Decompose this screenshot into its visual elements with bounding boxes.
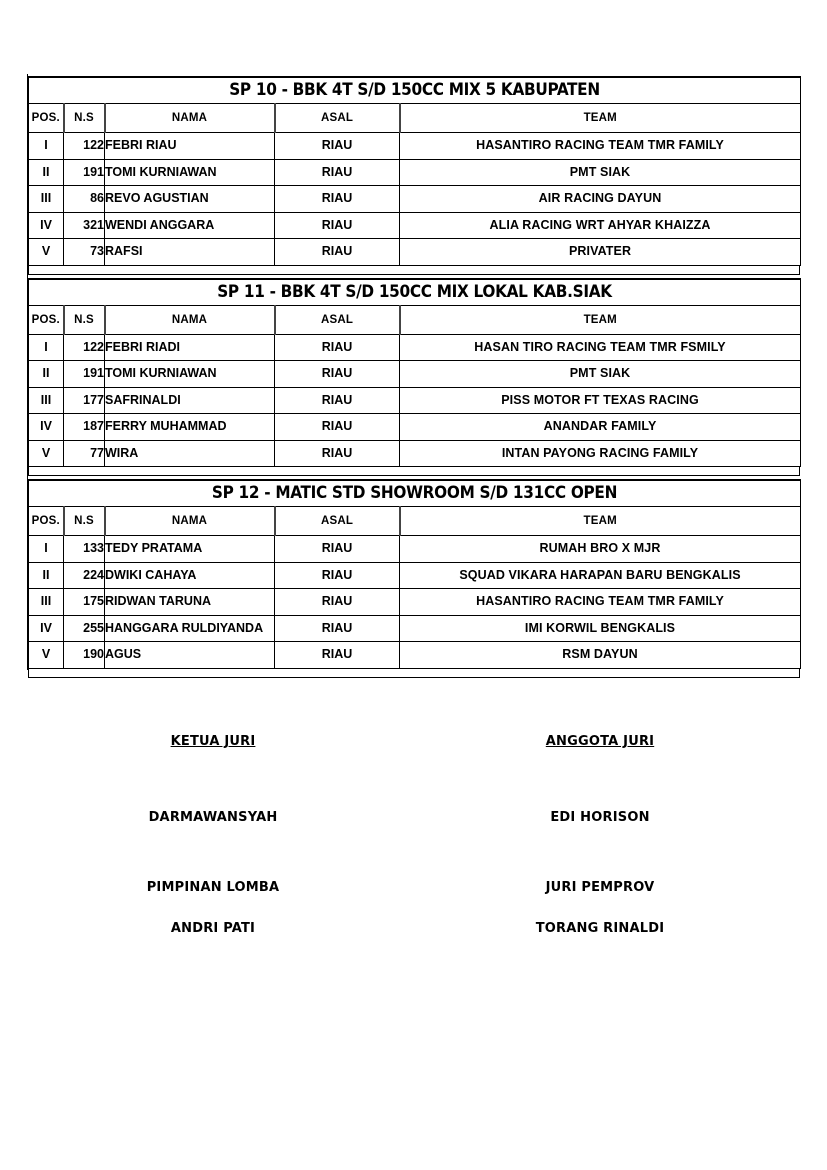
cell-pos: I — [29, 334, 64, 361]
cell-nama: TOMI KURNIAWAN — [105, 361, 275, 388]
cell-ns: 122 — [64, 133, 105, 160]
results-table — [28, 479, 801, 669]
cell-asal: RIAU — [275, 186, 400, 213]
column-header-team: TEAM — [400, 507, 801, 536]
column-header-ns: N.S — [64, 104, 105, 133]
cell-nama: DWIKI CAHAYA — [105, 562, 275, 589]
cell-pos: IV — [29, 615, 64, 642]
column-header-ns: N.S — [64, 507, 105, 536]
column-header-team: TEAM — [400, 104, 801, 133]
table-row — [29, 186, 801, 213]
table-row — [29, 387, 801, 414]
cell-team: HASAN TIRO RACING TEAM TMR FSMILY — [400, 334, 801, 361]
cell-nama: HANGGARA RULDIYANDA — [105, 615, 275, 642]
signature-name-anggota-juri: EDI HORISON — [550, 810, 650, 825]
cell-ns: 177 — [64, 387, 105, 414]
results-table — [28, 278, 801, 468]
cell-team: IMI KORWIL BENGKALIS — [400, 615, 801, 642]
cell-nama: AGUS — [105, 642, 275, 669]
cell-asal: RIAU — [275, 536, 400, 563]
results-tables-container — [28, 76, 800, 678]
table-row — [29, 414, 801, 441]
cell-pos: II — [29, 159, 64, 186]
cell-pos: V — [29, 642, 64, 669]
cell-nama: SAFRINALDI — [105, 387, 275, 414]
results-table — [28, 76, 801, 266]
column-header-pos: POS. — [29, 305, 64, 334]
table-spacer-band — [28, 467, 800, 476]
signature-name-ketua-juri: DARMAWANSYAH — [148, 810, 278, 825]
cell-nama: TOMI KURNIAWAN — [105, 159, 275, 186]
signature-role-ketua-juri: KETUA JURI — [170, 734, 256, 749]
cell-team: RUMAH BRO X MJR — [400, 536, 801, 563]
cell-ns: 86 — [64, 186, 105, 213]
cell-nama: RIDWAN TARUNA — [105, 589, 275, 616]
cell-team: AIR RACING DAYUN — [400, 186, 801, 213]
cell-pos: III — [29, 589, 64, 616]
signature-role-pimpinan-lomba: PIMPINAN LOMBA — [146, 880, 280, 895]
signature-role-juri-pemprov: JURI PEMPROV — [545, 880, 655, 895]
table-title: SP 10 - BBK 4T S/D 150CC MIX 5 KABUPATEN — [29, 77, 801, 104]
cell-pos: IV — [29, 212, 64, 239]
cell-ns: 73 — [64, 239, 105, 266]
cell-asal: RIAU — [275, 387, 400, 414]
cell-ns: 255 — [64, 615, 105, 642]
signature-role-anggota-juri: ANGGOTA JURI — [545, 734, 655, 749]
cell-asal: RIAU — [275, 361, 400, 388]
cell-ns: 77 — [64, 440, 105, 467]
cell-pos: IV — [29, 414, 64, 441]
cell-nama: WENDI ANGGARA — [105, 212, 275, 239]
column-header-asal: ASAL — [275, 507, 400, 536]
table-title-row — [29, 77, 801, 104]
cell-nama: FERRY MUHAMMAD — [105, 414, 275, 441]
cell-pos: I — [29, 133, 64, 160]
cell-ns: 191 — [64, 159, 105, 186]
cell-asal: RIAU — [275, 440, 400, 467]
cell-asal: RIAU — [275, 239, 400, 266]
cell-nama: REVO AGUSTIAN — [105, 186, 275, 213]
table-row — [29, 133, 801, 160]
cell-ns: 187 — [64, 414, 105, 441]
signature-name-pimpinan-lomba: ANDRI PATI — [170, 921, 256, 936]
cell-asal: RIAU — [275, 562, 400, 589]
table-header-row — [29, 507, 801, 536]
cell-ns: 190 — [64, 642, 105, 669]
column-header-ns: N.S — [64, 305, 105, 334]
cell-nama: TEDY PRATAMA — [105, 536, 275, 563]
table-spacer-band — [28, 669, 800, 678]
cell-team: PMT SIAK — [400, 361, 801, 388]
cell-ns: 191 — [64, 361, 105, 388]
table-row — [29, 361, 801, 388]
table-row — [29, 212, 801, 239]
cell-asal: RIAU — [275, 414, 400, 441]
cell-asal: RIAU — [275, 212, 400, 239]
cell-ns: 321 — [64, 212, 105, 239]
cell-asal: RIAU — [275, 334, 400, 361]
cell-nama: WIRA — [105, 440, 275, 467]
column-header-nama: NAMA — [105, 507, 275, 536]
cell-pos: II — [29, 562, 64, 589]
cell-pos: I — [29, 536, 64, 563]
table-header-row — [29, 104, 801, 133]
column-header-team: TEAM — [400, 305, 801, 334]
table-title: SP 12 - MATIC STD SHOWROOM S/D 131CC OPEN — [29, 480, 801, 507]
cell-pos: III — [29, 186, 64, 213]
table-row — [29, 239, 801, 266]
table-row — [29, 642, 801, 669]
cell-pos: V — [29, 239, 64, 266]
table-spacer-band — [28, 266, 800, 275]
cell-nama: FEBRI RIADI — [105, 334, 275, 361]
cell-ns: 133 — [64, 536, 105, 563]
table-title-row — [29, 279, 801, 306]
signature-block — [0, 718, 827, 948]
cell-nama: FEBRI RIAU — [105, 133, 275, 160]
cell-asal: RIAU — [275, 133, 400, 160]
cell-pos: II — [29, 361, 64, 388]
table-row — [29, 615, 801, 642]
cell-team: HASANTIRO RACING TEAM TMR FAMILY — [400, 133, 801, 160]
column-header-nama: NAMA — [105, 104, 275, 133]
cell-team: INTAN PAYONG RACING FAMILY — [400, 440, 801, 467]
cell-team: ANANDAR FAMILY — [400, 414, 801, 441]
cell-ns: 224 — [64, 562, 105, 589]
table-title-row — [29, 480, 801, 507]
column-header-nama: NAMA — [105, 305, 275, 334]
cell-nama: RAFSI — [105, 239, 275, 266]
cell-team: SQUAD VIKARA HARAPAN BARU BENGKALIS — [400, 562, 801, 589]
table-row — [29, 536, 801, 563]
cell-team: HASANTIRO RACING TEAM TMR FAMILY — [400, 589, 801, 616]
cell-team: ALIA RACING WRT AHYAR KHAIZZA — [400, 212, 801, 239]
signature-name-juri-pemprov: TORANG RINALDI — [535, 921, 665, 936]
table-title: SP 11 - BBK 4T S/D 150CC MIX LOKAL KAB.SIAK — [29, 279, 801, 306]
cell-pos: V — [29, 440, 64, 467]
table-row — [29, 562, 801, 589]
table-row — [29, 334, 801, 361]
column-header-asal: ASAL — [275, 305, 400, 334]
table-row — [29, 440, 801, 467]
cell-asal: RIAU — [275, 159, 400, 186]
table-row — [29, 589, 801, 616]
column-header-asal: ASAL — [275, 104, 400, 133]
cell-ns: 122 — [64, 334, 105, 361]
column-header-pos: POS. — [29, 104, 64, 133]
column-header-pos: POS. — [29, 507, 64, 536]
cell-pos: III — [29, 387, 64, 414]
cell-team: RSM DAYUN — [400, 642, 801, 669]
table-header-row — [29, 305, 801, 334]
cell-team: PRIVATER — [400, 239, 801, 266]
cell-asal: RIAU — [275, 642, 400, 669]
table-row — [29, 159, 801, 186]
cell-asal: RIAU — [275, 589, 400, 616]
cell-team: PISS MOTOR FT TEXAS RACING — [400, 387, 801, 414]
cell-ns: 175 — [64, 589, 105, 616]
cell-asal: RIAU — [275, 615, 400, 642]
cell-team: PMT SIAK — [400, 159, 801, 186]
